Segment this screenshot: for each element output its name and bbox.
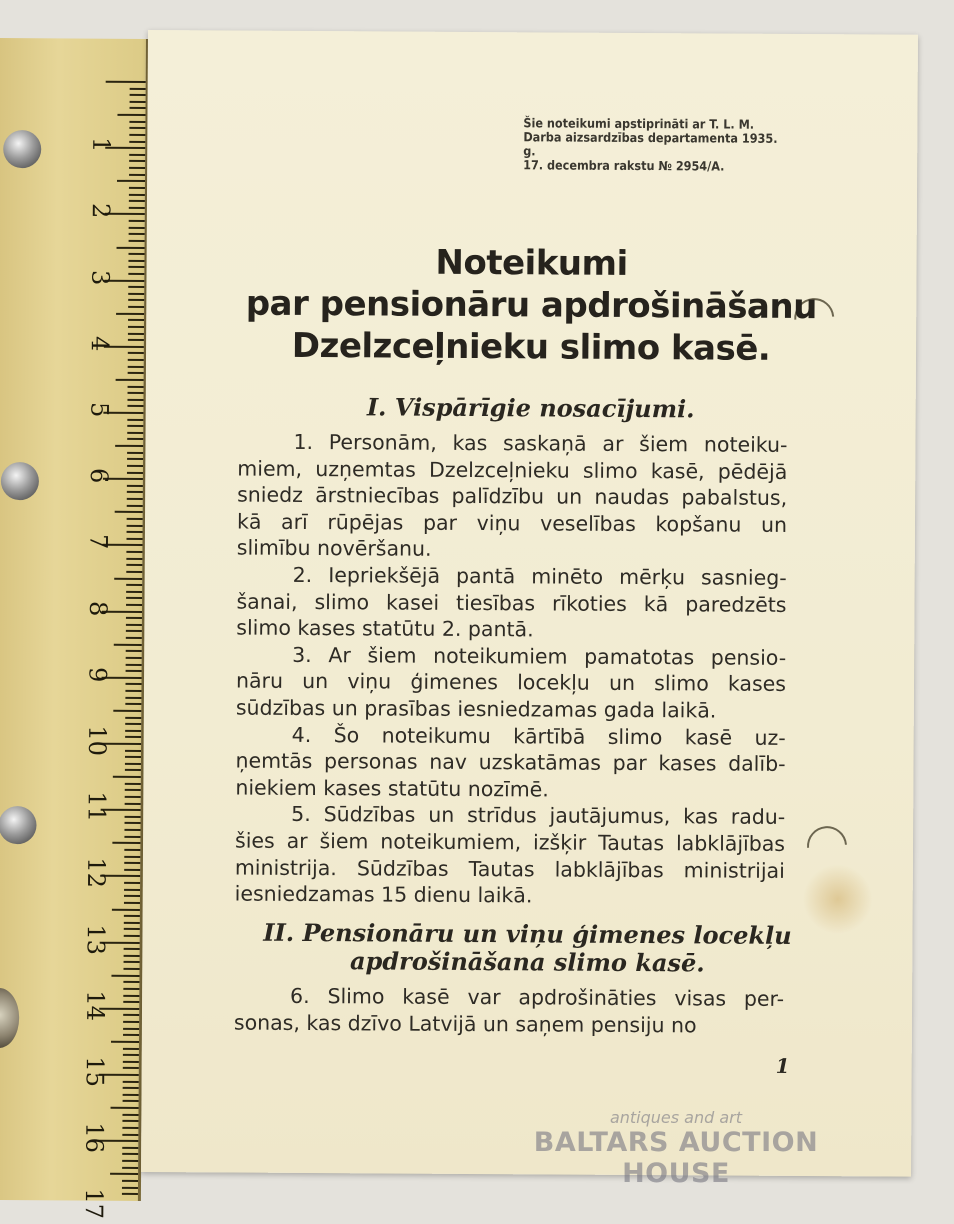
ruler-tick: [125, 802, 141, 804]
ruler-tick: [129, 127, 145, 129]
ruler-tick: [128, 326, 144, 328]
ruler-number: 4: [85, 335, 114, 352]
ruler-tick: [127, 505, 143, 507]
paragraph-line: 2. Iepriekšējā pantā minēto mērķu sasnieg-: [292, 562, 787, 590]
ruler-tick: [125, 749, 141, 751]
ruler-number: 12: [82, 857, 111, 889]
ruler-tick: [122, 1160, 138, 1162]
ruler-tick: [122, 1114, 138, 1116]
ruler-tick: [128, 372, 144, 374]
ruler-tick: [123, 1061, 139, 1063]
ruler-tick: [127, 531, 143, 533]
ruler-tick: [124, 836, 140, 838]
ruler-tick: [127, 524, 143, 526]
ruler-tick: [127, 425, 143, 427]
ruler-tick: [116, 379, 144, 381]
ruler-tick: [113, 776, 141, 778]
title-line: par pensionāru apdrošināšanu: [245, 283, 817, 328]
ruler-tick: [117, 180, 145, 182]
ruler-tick: [127, 438, 143, 440]
paragraph-line: slimo kases statūtu 2. pantā.: [236, 615, 534, 642]
ruler-tick: [126, 597, 142, 599]
ruler-tick: [126, 564, 142, 566]
paragraph-line: 1. Personām, kas saskaņā ar šiem noteiku-: [293, 429, 788, 457]
ruler-tick: [127, 419, 143, 421]
ruler-tick: [122, 1127, 138, 1129]
paragraph-line: 6. Slimo kasē var apdrošināties visas per-: [290, 983, 785, 1011]
ruler-tick: [126, 584, 142, 586]
paragraph: [236, 562, 786, 645]
ruler-tick: [122, 1193, 138, 1195]
paragraph: [237, 429, 788, 565]
ruler-tick: [127, 498, 143, 500]
ruler-number: 9: [83, 666, 112, 683]
page-number: 1: [775, 1053, 790, 1078]
ruler-tick: [123, 1001, 139, 1003]
ruler-tick: [124, 862, 140, 864]
ruler-tick: [122, 1153, 138, 1155]
ruler-tick: [112, 842, 140, 844]
ruler: [0, 38, 149, 1220]
ruler-tick: [129, 200, 145, 202]
ruler-tick: [127, 452, 143, 454]
ruler-tick: [126, 630, 142, 632]
ruler-tick: [126, 637, 142, 639]
ruler-tick: [129, 240, 145, 242]
ruler-tick: [114, 643, 142, 645]
section-2-heading-line: apdrošināšana slimo kasē.: [349, 946, 705, 978]
ruler-tick: [113, 710, 141, 712]
ruler-tick: [128, 352, 144, 354]
ruler-tick: [122, 1120, 138, 1122]
ruler-tick: [122, 1167, 138, 1169]
paragraph-line: miem, uzņemtas Dzelzceļnieku slimo kasē, pēdējā: [237, 456, 788, 484]
ruler-tick: [124, 829, 140, 831]
ruler-tick: [127, 458, 143, 460]
ruler-tick: [106, 81, 146, 83]
paragraph-line: šanai, slimo kasei tiesības rīkoties kā paredzēts: [236, 589, 787, 617]
ruler-tick: [117, 114, 145, 116]
ruler-clip: [0, 988, 19, 1048]
document-page: [141, 30, 918, 1177]
ruler-number: 1: [87, 137, 116, 153]
ruler-tick: [126, 551, 142, 553]
ruler-tick: [128, 253, 144, 255]
ruler-tick: [126, 571, 142, 573]
ruler-tick: [123, 968, 139, 970]
ruler-tick: [129, 174, 145, 176]
ruler-tick: [128, 366, 144, 368]
ruler-number: 8: [83, 600, 113, 617]
ruler-tick: [129, 160, 145, 162]
ruler-tick: [129, 187, 145, 189]
ruler-tick: [123, 1014, 139, 1016]
paragraph-line: niekiem kases statūtu nozīmē.: [235, 775, 549, 802]
ruler-tick: [114, 577, 142, 579]
ruler-tick: [124, 915, 140, 917]
ruler-tick: [129, 134, 145, 136]
ruler-tick: [129, 154, 145, 156]
ruler-tick: [128, 260, 144, 262]
paragraph-line: 4. Šo noteikumu kārtībā slimo kasē uz-: [291, 722, 786, 750]
ruler-tick: [128, 319, 144, 321]
ruler-number: 3: [86, 269, 115, 286]
ruler-tick: [111, 974, 139, 976]
ruler-tick: [125, 822, 141, 824]
ruler-tick: [125, 816, 141, 818]
watermark: [476, 1108, 876, 1189]
ruler-tick: [126, 591, 142, 593]
ruler-tick: [130, 94, 146, 96]
ruler-tick: [126, 624, 142, 626]
ruler-tick: [126, 663, 142, 665]
ruler-tick: [127, 485, 143, 487]
paragraph-line: šies ar šiem noteikumiem, izšķir Tautas labklājības: [234, 828, 786, 856]
ruler-tick: [111, 1041, 139, 1043]
ruler-tick: [124, 955, 140, 957]
section-1-body: [235, 429, 788, 911]
ruler-tick: [124, 895, 140, 897]
ruler-tick: [128, 293, 144, 295]
ruler-tick: [122, 1133, 138, 1135]
ruler-tick: [128, 286, 144, 288]
ruler-tick: [125, 730, 141, 732]
paragraph-line: ministrija. Sūdzības Tautas labklājības ministrijai: [234, 855, 785, 883]
ruler-tick: [115, 511, 143, 513]
ruler-tick: [123, 1067, 139, 1069]
ruler-tick: [125, 723, 141, 725]
ruler-tick: [128, 359, 144, 361]
ruler-tick: [124, 849, 140, 851]
ruler-tick: [130, 101, 146, 103]
ruler-tick: [128, 332, 144, 334]
ruler-tick: [126, 604, 142, 606]
ruler-tick: [115, 445, 143, 447]
ruler-tick: [127, 491, 143, 493]
ruler-tick: [130, 107, 146, 109]
ruler-tick: [129, 227, 145, 229]
paragraph-line: sūdzības un prasības iesniedzamas gada laikā.: [235, 695, 717, 723]
ruler-number: 14: [81, 990, 110, 1021]
ruler-tick: [123, 1034, 139, 1036]
ruler-tick: [126, 617, 142, 619]
ruler-tick: [127, 465, 143, 467]
ruler-tick: [112, 908, 140, 910]
paragraph: [235, 801, 786, 911]
ruler-tick: [129, 233, 145, 235]
ruler-number: 2: [86, 203, 115, 219]
ruler-tick: [123, 994, 139, 996]
approval-line: Šie noteikumi apstiprināti ar T. L. M.: [523, 115, 755, 132]
ruler-tick: [125, 683, 141, 685]
ruler-tick: [124, 928, 140, 930]
ruler-tick: [127, 432, 143, 434]
ruler-tick: [128, 306, 144, 308]
paragraph: [236, 641, 786, 724]
ruler-tick: [123, 1100, 139, 1102]
ruler-tick: [122, 1186, 138, 1188]
ruler-number: 7: [84, 534, 113, 550]
ruler-number: 11: [82, 791, 111, 823]
ruler-tick: [128, 273, 144, 275]
ruler-tick: [127, 471, 143, 473]
ruler-tick: [117, 246, 145, 248]
paragraph-6: [234, 983, 784, 1040]
ruler-tick: [123, 1080, 139, 1082]
ruler-tick: [126, 670, 142, 672]
paragraph: [235, 721, 785, 804]
ruler-tick: [127, 405, 143, 407]
ruler-tick: [127, 518, 143, 520]
title-line: Noteikumi: [435, 242, 628, 284]
ruler-tick: [129, 121, 145, 123]
ruler-number: 10: [82, 725, 112, 757]
paragraph-line: iesniedzamas 15 dienu laikā.: [234, 881, 533, 908]
ruler-tick: [111, 1107, 139, 1109]
ruler-tick: [116, 313, 144, 315]
ruler-tick: [124, 948, 140, 950]
ruler-tick: [124, 922, 140, 924]
ruler-tick: [124, 855, 140, 857]
paragraph: [234, 983, 784, 1040]
title-line: Dzelzceļnieku slimo kasē.: [291, 325, 771, 369]
ruler-tick: [129, 207, 145, 209]
ruler-tick: [124, 902, 140, 904]
ruler-tick: [126, 650, 142, 652]
ruler-tick: [125, 756, 141, 758]
ruler-tick: [124, 889, 140, 891]
paragraph-line: 3. Ar šiem noteikumiem pamatotas pensio-: [292, 642, 787, 670]
watermark-name: BALTARS AUCTION HOUSE: [533, 1127, 819, 1189]
section-2-heading-line: II. Pensionāru un viņu ģimenes locekļu: [263, 917, 792, 950]
approval-line: 17. decembra rakstu № 2954/A.: [523, 157, 725, 174]
section-2-heading: [142, 918, 912, 979]
ruler-rivet: [0, 806, 37, 844]
ruler-tick: [126, 558, 142, 560]
ruler-tick: [123, 1028, 139, 1030]
ruler-tick: [129, 193, 145, 195]
ruler-rivet: [3, 130, 41, 168]
ruler-tick: [124, 935, 140, 937]
ruler-tick: [125, 796, 141, 798]
paragraph-line: ņemtās personas nav uzskatāmas par kases dalīb-: [235, 748, 786, 777]
ruler-tick: [127, 399, 143, 401]
approval-line: Darba aizsardzības departamenta 1935. g.: [523, 129, 778, 159]
ruler-tick: [123, 1094, 139, 1096]
ruler-tick: [125, 716, 141, 718]
ruler-tick: [128, 339, 144, 341]
document-title: [146, 240, 917, 371]
ruler-number: 15: [80, 1056, 109, 1088]
approval-note: [523, 116, 783, 174]
ruler-rivet: [1, 462, 39, 500]
ruler-tick: [126, 657, 142, 659]
ruler-tick: [128, 392, 144, 394]
ruler-tick: [123, 988, 139, 990]
paragraph-line: sonas, kas dzīvo Latvijā un saņem pensiju no: [233, 1010, 697, 1037]
paragraph-line: nāru un viņu ģimenes locekļu un slimo kases: [235, 668, 787, 697]
paragraph-line: kā arī rūpējas par viņu veselības kopšanu un: [236, 509, 788, 537]
ruler-tick: [123, 981, 139, 983]
ruler-tick: [125, 789, 141, 791]
paragraph-line: 5. Sūdzības un strīdus jautājumus, kas radu-: [291, 802, 786, 830]
ruler-tick: [122, 1180, 138, 1182]
ruler-tick: [125, 703, 141, 705]
section-1-heading: I. Vispārīgie nosacījumi.: [366, 392, 695, 424]
ruler-tick: [128, 266, 144, 268]
ruler-tick: [125, 769, 141, 771]
ruler-tick: [122, 1147, 138, 1149]
ruler-tick: [123, 1087, 139, 1089]
ruler-tick: [125, 690, 141, 692]
ruler-tick: [124, 961, 140, 963]
ruler-tick: [128, 299, 144, 301]
ruler-tick: [129, 167, 145, 169]
ruler-number: 5: [85, 401, 114, 418]
ruler-number: 17: [79, 1188, 108, 1220]
ruler-tick: [124, 869, 140, 871]
paragraph-line: slimību novēršanu.: [236, 535, 432, 562]
ruler-tick: [125, 736, 141, 738]
watermark-tagline: antiques and art: [609, 1108, 743, 1127]
ruler-tick: [127, 538, 143, 540]
ruler-number: 13: [81, 923, 110, 955]
ruler-number: 6: [84, 468, 113, 484]
ruler-tick: [124, 882, 140, 884]
ruler-tick: [110, 1173, 138, 1175]
ruler-number: 16: [80, 1122, 109, 1154]
paragraph-line: sniedz ārstniecības palīdzību un naudas pabalstus,: [237, 482, 788, 511]
ruler-tick: [128, 385, 144, 387]
ruler-tick: [125, 783, 141, 785]
ruler-tick: [123, 1047, 139, 1049]
ruler-tick: [125, 697, 141, 699]
ruler-tick: [125, 763, 141, 765]
ruler-tick: [123, 1021, 139, 1023]
ruler-tick: [129, 140, 145, 142]
ruler-tick: [130, 88, 146, 90]
ruler-tick: [129, 220, 145, 222]
ruler-tick: [123, 1054, 139, 1056]
